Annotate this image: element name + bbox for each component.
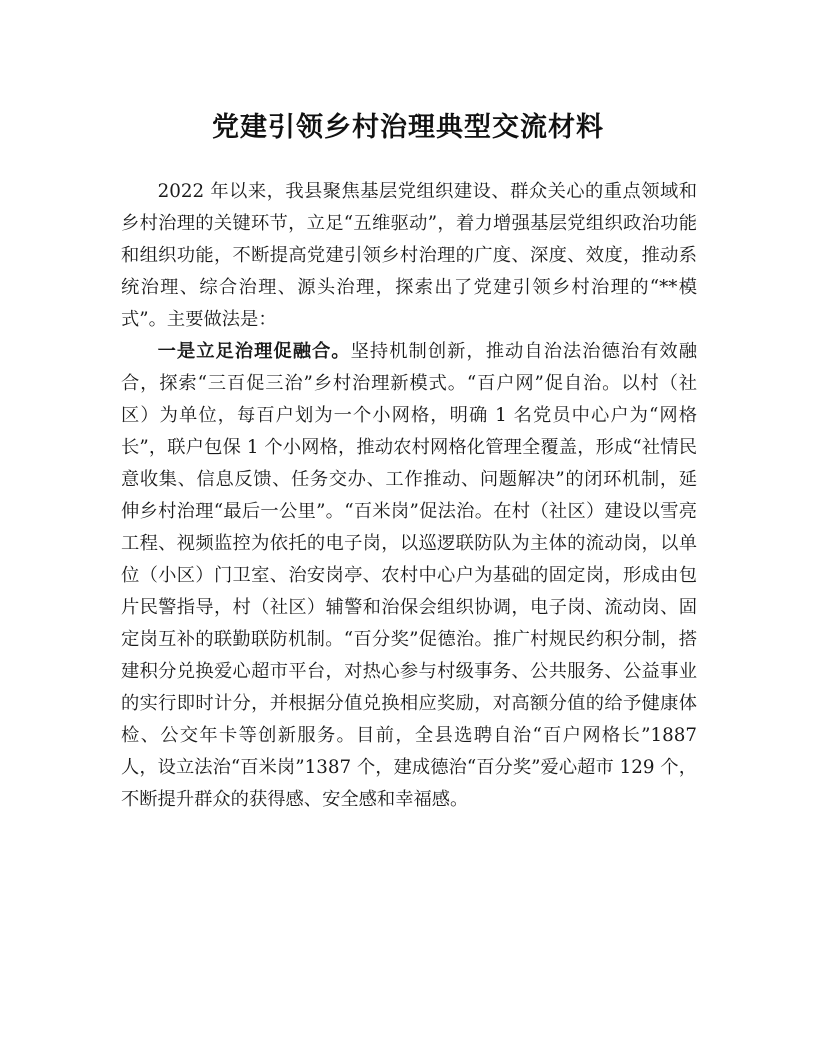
- section-one-paragraph: [121, 336, 697, 816]
- document-body: [121, 176, 697, 816]
- section-one-lead: 一是立足治理促融合。: [157, 341, 351, 362]
- intro-text: 2022 年以来，我县聚焦基层党组织建设、群众关心的重点领域和乡村治理的关键环节，立足“五维驱动”，着力增强基层党组织政治功能和组织功能，不断提高党建引领乡村治理的广度、深度、效度，推动系统治理、综合治理、源头治理，探索出了党建引领乡村治理的“**模式”。主要做法是：: [121, 181, 697, 330]
- section-one-text: 坚持机制创新，推动自治法治德治有效融合，探索“三百促三治”乡村治理新模式。“百户网”促自治。以村（社区）为单位，每百户划为一个小网格，明确 1 名党员中心户为“网格长”，联户包保 1 个小网格，推动农村网格化管理全覆盖，形成“社情民意收集、信息反馈、任务交办、工作推动、问题解决”的闭环机制，延伸乡村治理“最后一公里”。“百米岗”促法治。在村（社区）建设以雪亮工程、视频监控为依托的电子岗，以巡逻联防队为主体的流动岗，以单位（小区）门卫室、治安岗亭、农村中心户为基础的固定岗，形成由包片民警指导，村（社区）辅警和治保会组织协调，电子岗、流动岗、固定岗互补的联勤联防机制。“百分奖”促德治。推广村规民约积分制，搭建积分兑换爱心超市平台，对热心参与村级事务、公共服务、公益事业的实行即时计分，并根据分值兑换相应奖励，对高额分值的给予健康体检、公交年卡等创新服务。目前，全县选聘自治“百户网格长”1887 人，设立法治“百米岗”1387 个，建成德治“百分奖”爱心超市 129 个，不断提升群众的获得感、安全感和幸福感。: [121, 341, 698, 810]
- document-title: 党建引领乡村治理典型交流材料: [212, 112, 604, 144]
- intro-paragraph: [121, 176, 697, 336]
